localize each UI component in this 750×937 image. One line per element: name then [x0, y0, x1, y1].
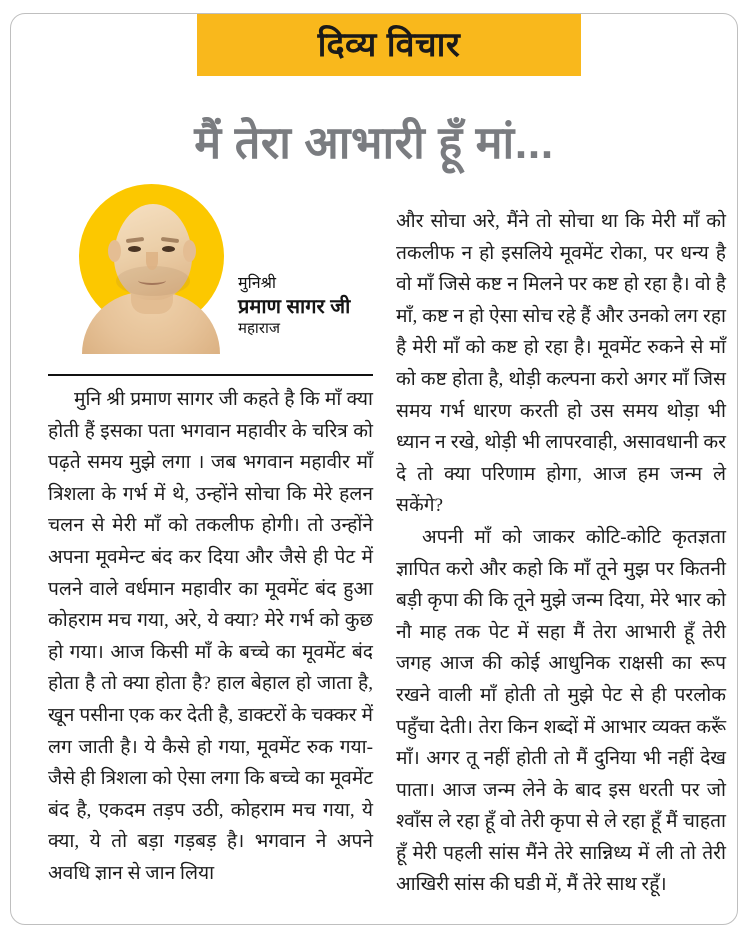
article-column-right [396, 206, 726, 901]
article-column-left [48, 374, 373, 890]
article-paragraph: मुनि श्री प्रमाण सागर जी कहते है कि माँ क्या होती हैं इसका पता भगवान महावीर के चरित्र को पढ़ते समय मुझे लगा । जब भगवान महावीर माँ त्रिशला के गर्भ में थे, उन्होंने सोचा कि मेरे हलन चलन से मेरी माँ को तकलीफ होगी। तो उन्होंने अपना मूवमेन्ट बंद कर दिया और जैसे ही पेट में पलने वाले वर्धमान महावीर का मूवमेंट बंद हुआ कोहराम मच गया, अरे, ये क्या? मेरे गर्भ को कुछ हो गया। आज किसी माँ के बच्चे का मूवमेंट बंद होता है तो क्या होता है? हाल बेहाल हो जाता है, खून पसीना एक कर देती है, डाक्टरों के चक्कर में लग जाती है। ये कैसे हो गया, मूवमेंट रुक गया- जैसे ही त्रिशला को ऐसा लगा कि बच्चे का मूवमेंट बंद है, एकदम तड़प उठी, कोहराम मच गया, ये क्या, ये तो बड़ा गड़बड़ है। भगवान ने अपने अवधि ज्ञान से जान लिया [48, 389, 373, 884]
article-card [10, 13, 738, 925]
page-title: मैं तेरा आभारी हूँ मां... [194, 117, 554, 169]
figure-eye-left [128, 246, 141, 252]
article-paragraph: और सोचा अरे, मैंने तो सोचा था कि मेरी माँ को तकलीफ न हो इसलिये मूवमेंट रोका, पर धन्य है वो माँ जिसे कष्ट न मिलने पर कष्ट हो रहा है। वो है माँ, कष्ट न हो ऐसा सोच रहे हैं और उनको लग रहा है मेरी माँ को कष्ट हो रहा है। मूवमेंट रुकने से माँ को कष्ट होता है, थोड़ी कल्पना करो अगर माँ जिस समय गर्भ धारण करती हो उस समय थोड़ा भी ध्यान न रखे, थोड़ी भी लापरवाही, असावधानी कर दे तो क्या परिणाम होगा, आज हम जन्म ले सकेंगे? [396, 211, 726, 517]
figure-eye-right [162, 246, 175, 252]
figure-ear-right [183, 240, 196, 262]
masthead-label: दिव्य विचार [317, 26, 461, 64]
column-rule [48, 374, 373, 376]
byline [238, 274, 388, 339]
masthead-banner [197, 14, 581, 76]
byline-name: प्रमाण सागर जी [238, 296, 351, 318]
author-portrait [76, 184, 226, 354]
figure-ear-left [108, 240, 121, 262]
author-block [48, 174, 388, 374]
article-paragraph: अपनी माँ को जाकर कोटि-कोटि कृतज्ञता ज्ञापित करो और कहो कि माँ तूने मुझ पर कितनी बड़ी कृपा की कि तूने मुझे जन्म दिया, मेरे भार को नौ माह तक पेट में सहा मैं तेरा आभारी हूँ तेरी जगह आज की कोई आधुनिक राक्षसी का रूप रखने वाली माँ होती तो मुझे पेट से ही परलोक पहुँचा देती। तेरा किन शब्दों में आभार व्यक्त करूँ माँ। अगर तू नहीं होती तो मैं दुनिया भी नहीं देख पाता। आज जन्म लेने के बाद इस धरती पर जो श्वाँस ले रहा हूँ वो तेरी कृपा से ले रहा हूँ मैं चाहता हूँ मेरी पहली सांस मैंने तेरे सान्निध्य में ली तो तेरी आखिरी सांस की घडी में, मैं तेरे साथ रहूँ। [396, 526, 726, 896]
figure-mouth [138, 276, 166, 285]
figure-nose [146, 252, 158, 270]
byline-prefix: मुनिश्री [238, 275, 277, 292]
monk-figure-icon [76, 184, 226, 354]
byline-suffix: महाराज [238, 320, 280, 337]
